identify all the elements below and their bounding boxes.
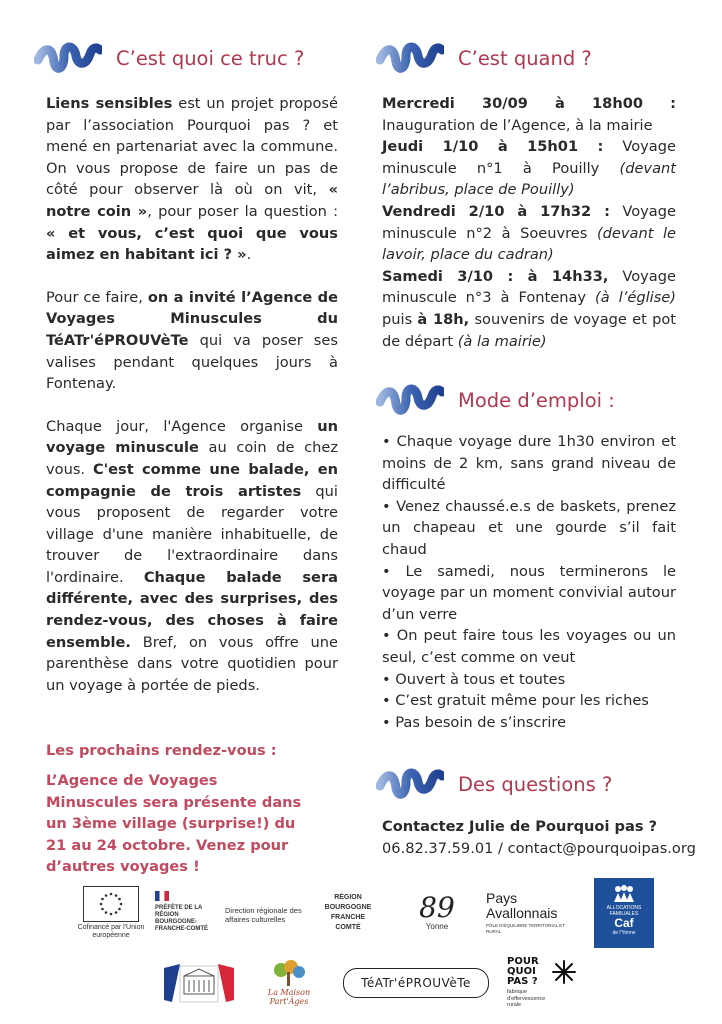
tree-icon: [269, 960, 309, 988]
schedule-date: à 18h,: [417, 310, 470, 328]
schedule-place: (à la mairie): [457, 332, 547, 350]
rule-item: • Venez chaussé.e.s de baskets, prenez un chapeau et une gourde s’il fait chaud: [382, 497, 676, 558]
rule-item: • Chaque voyage dure 1h30 environ et moins de 2 km, sans grand niveau de difficulté: [382, 433, 676, 494]
rule-item: • Ouvert à tous et toutes: [382, 670, 566, 688]
intro-text-span: qui va poser ses valises pendant quelques jours à Fontenay.: [46, 331, 338, 393]
caf-line-1: ALLOCATIONS FAMILIALES: [606, 905, 642, 917]
intro-highlight: on a invité l’Agence de Voyages Minuscules du TéATr'éPROUVèTe: [46, 288, 339, 349]
brush-wave-icon: [34, 38, 102, 78]
rule-item: • Le samedi, nous terminerons le voyage par un moment convivial autour d’un verre: [382, 562, 676, 623]
pqp-subtitle: fabrique d'effervescence rurale: [507, 989, 546, 1009]
theatre-logo: [343, 968, 489, 998]
section-header-questions: [376, 764, 612, 804]
marianne-icon: [155, 891, 169, 901]
prefecture-mark: [155, 886, 217, 933]
schedule-item: [382, 93, 676, 136]
intro-paragraph-3: [46, 416, 338, 697]
caf-line-2: Caf: [614, 916, 634, 930]
schedule-item: [382, 136, 676, 201]
brush-wave-icon: [376, 38, 444, 78]
schedule-text: puis: [382, 310, 418, 328]
section-title: Des questions ?: [458, 772, 613, 796]
next-events-title: Les prochains rendez-vous :: [46, 742, 277, 759]
intro-text: [46, 93, 338, 717]
schedule-item: [382, 201, 676, 266]
town-hall-icon: [162, 958, 236, 1006]
pourquoi-pas-logo: [507, 952, 587, 1014]
maison-line-2: Part'Âges: [269, 997, 309, 1006]
schedule-place: (à l’église): [595, 289, 676, 307]
schedule-date: Jeudi 1/10 à 15h01 :: [382, 138, 604, 156]
section-header-what: [34, 38, 304, 78]
eu-caption: Cofinancé par l'Union européenne: [77, 924, 145, 939]
schedule-place: (devant l’abribus, place de Pouilly): [382, 159, 676, 199]
spark-icon: [551, 959, 577, 985]
eu-logo: [74, 885, 148, 941]
intro-highlight: « et vous, c’est quoi que vous aimez en habitant ici ? »: [46, 224, 338, 264]
schedule-text: Inauguration de l’Agence, à la mairie: [382, 116, 653, 134]
municipality-logo: [162, 958, 236, 1006]
section-title: C’est quand ?: [458, 46, 592, 70]
intro-text-span: au coin de chez vous.: [46, 439, 338, 478]
intro-highlight: « notre coin »: [46, 181, 338, 220]
pays-line-1: Pays: [486, 890, 518, 906]
yonne-mark: 89: [419, 891, 455, 924]
drac-name: Direction régionale des affaires culturelles: [225, 906, 302, 924]
schedule-text: Voyage minuscule n°3 à Fontenay: [382, 267, 676, 307]
section-header-when: [376, 38, 592, 78]
caf-logo: [594, 878, 654, 948]
prefecture-logo: [155, 886, 305, 938]
intro-paragraph-1: [46, 93, 338, 266]
intro-paragraph-2: [46, 287, 338, 395]
intro-highlight: Liens sensibles: [46, 95, 173, 112]
maison-partages-logo: [256, 954, 322, 1012]
rule-item: • Pas besoin de s’inscrire: [382, 713, 567, 731]
yonne-name: Yonne: [425, 922, 449, 931]
pqp-name: POUR QUOI PAS ?: [507, 956, 539, 988]
intro-highlight: Chaque balade sera différente, avec des surprises, des rendez-vous, des choses à faire ensemble.: [46, 568, 338, 651]
schedule-date: Vendredi 2/10 à 17h32 :: [382, 202, 610, 220]
pays-line-3: PÔLE D'ÉQUILIBRE TERRITORIAL ET RURAL: [486, 923, 565, 934]
schedule-place: (devant le lavoir, place du cadran): [382, 224, 676, 264]
contact-details[interactable]: 06.82.37.59.01 / contact@pourquoipas.org: [382, 840, 696, 857]
rule-item: • On peut faire tous les voyages ou un seul, c’est comme on veut: [382, 627, 676, 666]
region-name: RÉGION BOURGOGNE FRANCHE COMTÉ: [324, 894, 372, 931]
pays-avallonnais-logo: [486, 888, 578, 938]
brush-wave-icon: [376, 764, 444, 804]
rules-list: [382, 431, 676, 733]
brush-wave-icon: [376, 380, 444, 420]
schedule-date: Mercredi 30/09 à 18h00 :: [382, 95, 676, 112]
schedule: [382, 93, 676, 352]
yonne-logo: [402, 884, 472, 940]
section-header-howto: [376, 380, 615, 420]
intro-highlight: C'est comme une balade, en compagnie de trois artistes: [46, 460, 338, 500]
rule-item: • C’est gratuit même pour les riches: [382, 692, 649, 710]
intro-text-span: est un projet proposé par l’association Pourquoi pas ? et mené en partenariat avec la commune. On vous propose de faire un pas de côté pour observer là où on vit,: [46, 95, 338, 199]
maison-line-1: La Maison: [267, 988, 311, 997]
intro-text-span: Bref, on vous offre une parenthèse dans votre quotidien pour un voyage à portée de pieds.: [46, 633, 338, 694]
intro-text-span: , pour poser la question :: [147, 202, 338, 220]
intro-text-span: Chaque jour, l'Agence organise: [46, 417, 318, 435]
intro-text-span: qui vous proposent de regarder votre village d'une manière inhabituelle, de trouver de l'extraordinaire dans l'ordinaire.: [46, 482, 338, 586]
region-logo: [316, 888, 380, 938]
schedule-date: Samedi 3/10 : à 14h33,: [382, 267, 609, 285]
intro-text-span: .: [246, 246, 252, 264]
prefecture-name: PRÉFÈTE DE LA RÉGION BOURGOGNE-FRANCHE-COMTÉ: [155, 905, 208, 932]
section-title: Mode d’emploi :: [458, 388, 615, 412]
theatre-name: TéATr'éPROUVèTe: [361, 976, 471, 990]
pqp-mark: [507, 957, 577, 987]
section-title: C’est quoi ce truc ?: [116, 46, 305, 70]
pays-line-2: Avallonnais: [486, 905, 558, 921]
schedule-text: souvenirs de voyage et pot de départ: [382, 310, 676, 350]
contact-name: Contactez Julie de Pourquoi pas ?: [382, 818, 658, 835]
caf-line-3: de l'Yonne: [612, 930, 636, 936]
eu-flag-icon: [83, 886, 139, 922]
intro-highlight: un voyage minuscule: [46, 417, 338, 457]
schedule-text: Voyage minuscule n°2 à Soeuvres: [382, 202, 676, 242]
caf-figures-icon: [612, 884, 636, 904]
next-events-body: L’Agence de Voyages Minuscules sera présente dans un 3ème village (surprise!) du 21 au 24 octobre. Venez pour d’autres voyages !: [46, 772, 302, 876]
schedule-item: [382, 266, 676, 352]
schedule-text: Voyage minuscule n°1 à Pouilly: [382, 138, 676, 177]
intro-text-span: Pour ce faire,: [46, 288, 148, 306]
